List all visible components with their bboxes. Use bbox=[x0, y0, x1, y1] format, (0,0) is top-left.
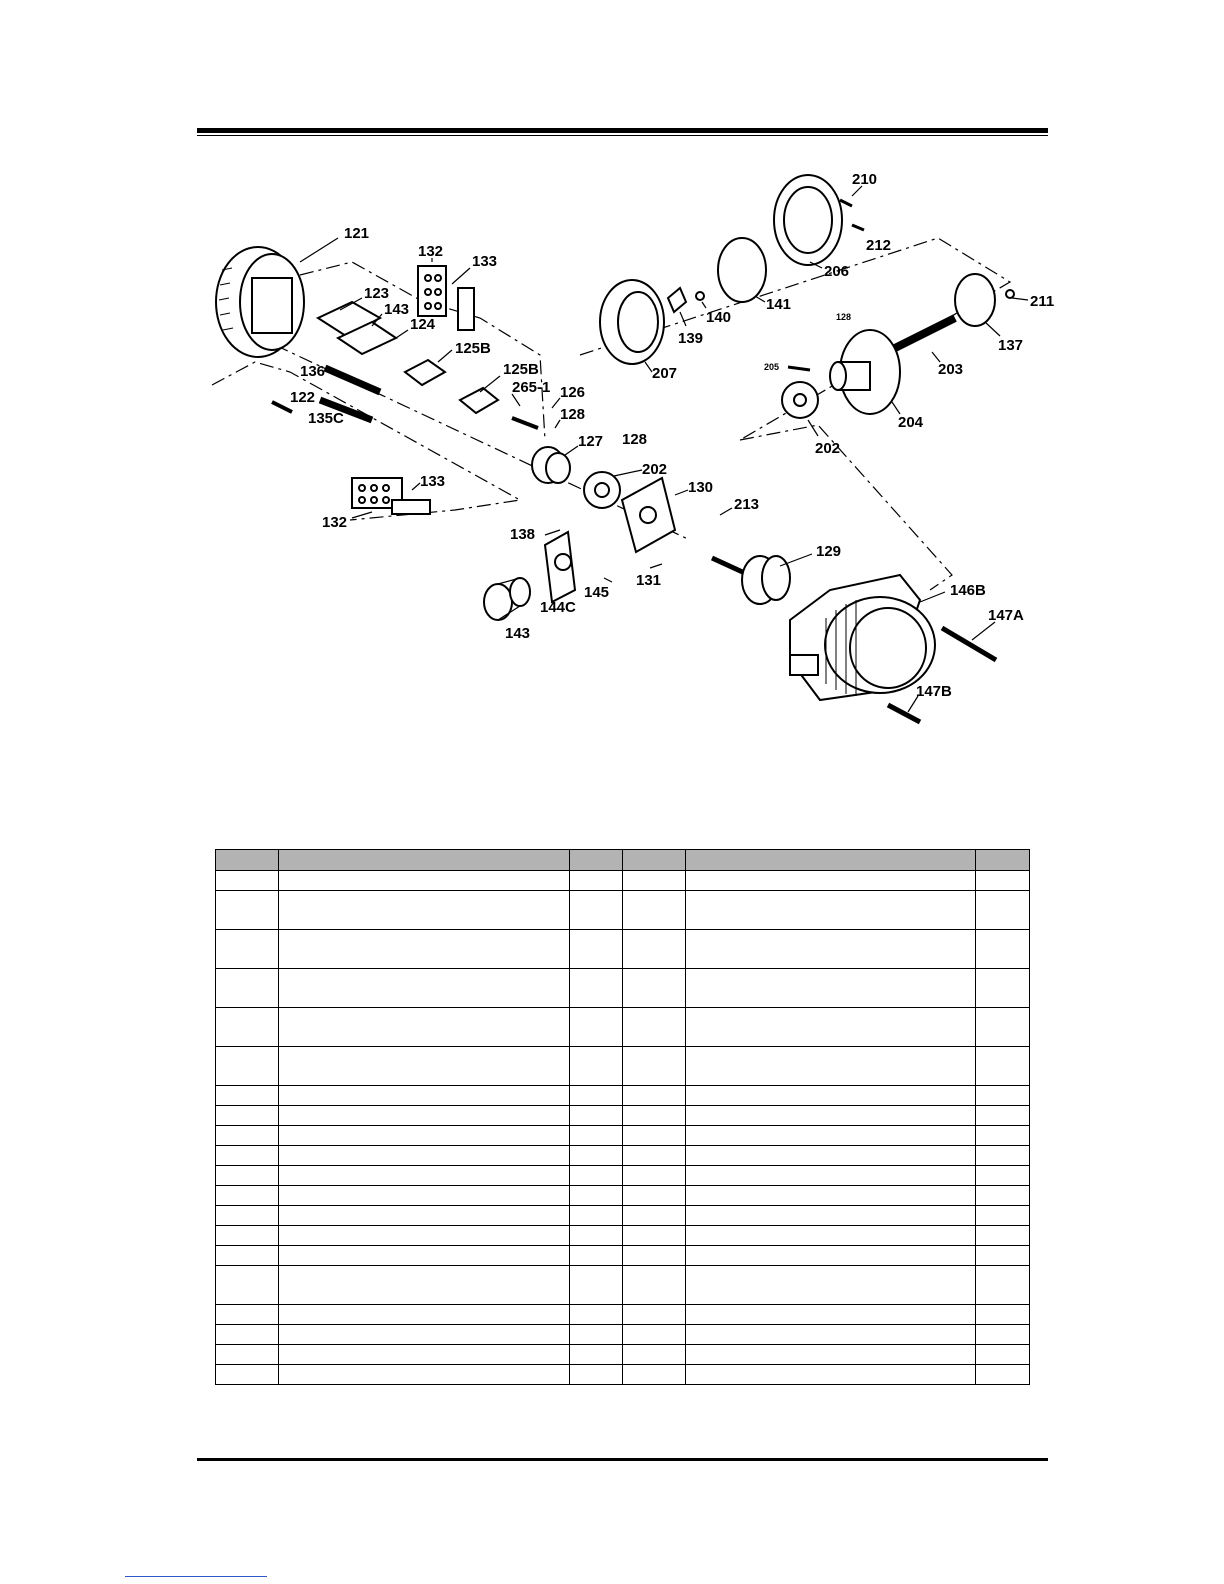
table-cell bbox=[570, 1266, 623, 1305]
table-body bbox=[216, 871, 1030, 1385]
callout-label: 146B bbox=[950, 582, 986, 599]
table-cell bbox=[623, 1146, 686, 1166]
table-cell bbox=[686, 1106, 976, 1126]
table-row bbox=[216, 1206, 1030, 1226]
callout-label: 133 bbox=[472, 253, 498, 270]
callout-label: 124 bbox=[410, 316, 436, 333]
callout-label: 211 bbox=[1030, 293, 1055, 310]
table-cell bbox=[570, 1345, 623, 1365]
table-row bbox=[216, 1086, 1030, 1106]
table-cell bbox=[976, 1126, 1030, 1146]
callout-label: 147B bbox=[916, 683, 952, 700]
part-202-gear-left bbox=[584, 472, 620, 508]
table-cell bbox=[686, 1047, 976, 1086]
callout-label: 147A bbox=[988, 607, 1024, 624]
table-row bbox=[216, 1186, 1030, 1206]
table-cell bbox=[570, 1126, 623, 1146]
callout-label: 122 bbox=[290, 389, 316, 406]
callout-label: 206 bbox=[824, 263, 850, 280]
table-cell bbox=[570, 1146, 623, 1166]
callout-label: 140 bbox=[706, 309, 732, 326]
callout-label: 212 bbox=[866, 237, 892, 254]
table-cell bbox=[623, 1186, 686, 1206]
table-cell bbox=[976, 1086, 1030, 1106]
table-cell bbox=[216, 1266, 279, 1305]
table-cell bbox=[976, 1186, 1030, 1206]
part-127-coupling bbox=[532, 447, 570, 483]
callout-label: 143 bbox=[505, 625, 531, 642]
table-cell bbox=[570, 1186, 623, 1206]
callout-label: 213 bbox=[734, 496, 760, 513]
table-cell bbox=[216, 1008, 279, 1047]
part-137-disc bbox=[955, 274, 995, 326]
callout-label: 125B bbox=[503, 361, 539, 378]
table-cell bbox=[279, 1126, 570, 1146]
table-cell bbox=[623, 1086, 686, 1106]
table-cell bbox=[686, 1008, 976, 1047]
callout-label: 144C bbox=[540, 599, 576, 616]
callout-label: 123 bbox=[364, 285, 390, 302]
table-cell bbox=[623, 1365, 686, 1385]
part-122-screw bbox=[272, 402, 292, 412]
table-row bbox=[216, 1146, 1030, 1166]
table-cell bbox=[686, 1365, 976, 1385]
table-cell bbox=[216, 1106, 279, 1126]
column-header bbox=[279, 850, 570, 871]
callout-label: 125B bbox=[455, 340, 491, 357]
table-cell bbox=[976, 1047, 1030, 1086]
table-cell bbox=[623, 1106, 686, 1126]
table-row bbox=[216, 1266, 1030, 1305]
part-139-clip bbox=[668, 288, 686, 312]
table-row bbox=[216, 930, 1030, 969]
table-cell bbox=[623, 891, 686, 930]
table-row bbox=[216, 1166, 1030, 1186]
table-cell bbox=[279, 1146, 570, 1166]
table-cell bbox=[976, 1106, 1030, 1126]
part-205-screw bbox=[788, 367, 810, 370]
callout-label: 202 bbox=[815, 440, 841, 457]
part-204-housing bbox=[830, 330, 900, 414]
table-row bbox=[216, 1047, 1030, 1086]
table-cell bbox=[570, 1206, 623, 1226]
table-cell bbox=[686, 1086, 976, 1106]
table-cell bbox=[976, 969, 1030, 1008]
table-cell bbox=[976, 1365, 1030, 1385]
table-cell bbox=[976, 930, 1030, 969]
part-140-screw bbox=[696, 292, 704, 300]
table-cell bbox=[686, 1146, 976, 1166]
callout-label: 137 bbox=[998, 337, 1024, 354]
table-cell bbox=[279, 1305, 570, 1325]
table-cell bbox=[216, 1345, 279, 1365]
footer-rule bbox=[197, 1458, 1048, 1461]
column-header bbox=[976, 850, 1030, 871]
table-cell bbox=[279, 1186, 570, 1206]
table-cell bbox=[686, 930, 976, 969]
table-cell bbox=[570, 1246, 623, 1266]
table-cell bbox=[976, 1206, 1030, 1226]
table-cell bbox=[279, 1325, 570, 1345]
callout-label: 132 bbox=[322, 514, 348, 531]
table-cell bbox=[976, 891, 1030, 930]
part-130-hole bbox=[640, 507, 656, 523]
table-cell bbox=[976, 1166, 1030, 1186]
table-cell bbox=[686, 1166, 976, 1186]
callout-label: 207 bbox=[652, 365, 678, 382]
callout-label: 128 bbox=[560, 406, 586, 423]
table-cell bbox=[686, 1266, 976, 1305]
part-125B-bracket-a bbox=[405, 360, 445, 385]
table-cell bbox=[279, 930, 570, 969]
part-133-plate-bottom bbox=[392, 500, 430, 514]
table-cell bbox=[976, 1146, 1030, 1166]
table-cell bbox=[623, 1008, 686, 1047]
table-cell bbox=[623, 1246, 686, 1266]
table-cell bbox=[570, 930, 623, 969]
table-cell bbox=[976, 1246, 1030, 1266]
table-cell bbox=[570, 1325, 623, 1345]
table-cell bbox=[623, 930, 686, 969]
table-cell bbox=[623, 969, 686, 1008]
table-cell bbox=[216, 1246, 279, 1266]
table-cell bbox=[570, 1008, 623, 1047]
table-cell bbox=[686, 1305, 976, 1325]
table-cell bbox=[279, 1086, 570, 1106]
part-212-screw bbox=[852, 225, 864, 230]
table-row bbox=[216, 1345, 1030, 1365]
table-cell bbox=[686, 891, 976, 930]
table-cell bbox=[570, 1166, 623, 1186]
table-cell bbox=[216, 1305, 279, 1325]
table-cell bbox=[216, 1126, 279, 1146]
part-136-bar bbox=[325, 368, 380, 392]
table-cell bbox=[570, 891, 623, 930]
table-cell bbox=[623, 1325, 686, 1345]
parts-table bbox=[215, 849, 1030, 1385]
table-cell bbox=[216, 1325, 279, 1345]
table-cell bbox=[623, 1305, 686, 1325]
table-cell bbox=[570, 1106, 623, 1126]
table-cell bbox=[216, 969, 279, 1008]
callout-label: 128 bbox=[622, 431, 648, 448]
callout-label: 143 bbox=[384, 301, 410, 318]
table-cell bbox=[279, 1246, 570, 1266]
table-cell bbox=[570, 1365, 623, 1385]
part-144C-hole bbox=[555, 554, 571, 570]
callout-label: 136 bbox=[300, 363, 326, 380]
table-cell bbox=[623, 1266, 686, 1305]
table-cell bbox=[623, 1206, 686, 1226]
callout-label: 130 bbox=[688, 479, 714, 496]
callout-label: 138 bbox=[510, 526, 536, 543]
table-cell bbox=[686, 1226, 976, 1246]
table-row bbox=[216, 1008, 1030, 1047]
table-row bbox=[216, 1365, 1030, 1385]
part-207-ring bbox=[600, 280, 664, 364]
table-cell bbox=[279, 1166, 570, 1186]
callout-label: 139 bbox=[678, 330, 704, 347]
table-cell bbox=[279, 891, 570, 930]
table-cell bbox=[216, 1047, 279, 1086]
table-row bbox=[216, 891, 1030, 930]
callout-label: 131 bbox=[636, 572, 662, 589]
table-cell bbox=[976, 1266, 1030, 1305]
table-cell bbox=[976, 1325, 1030, 1345]
table-cell bbox=[216, 1365, 279, 1385]
table-cell bbox=[279, 1345, 570, 1365]
table-cell bbox=[623, 871, 686, 891]
column-header bbox=[570, 850, 623, 871]
table-cell bbox=[570, 969, 623, 1008]
table-cell bbox=[976, 1226, 1030, 1246]
part-206-flange bbox=[774, 175, 842, 265]
table-cell bbox=[216, 1166, 279, 1186]
table-cell bbox=[216, 1226, 279, 1246]
table-row bbox=[216, 969, 1030, 1008]
callout-label: 202 bbox=[642, 461, 668, 478]
part-203-shaft bbox=[895, 318, 955, 348]
callout-label: 265-1 bbox=[512, 379, 551, 396]
table-cell bbox=[216, 930, 279, 969]
callout-label: 204 bbox=[898, 414, 924, 431]
table-cell bbox=[570, 1305, 623, 1325]
callout-label: 205 bbox=[764, 362, 780, 372]
callout-label: 121 bbox=[344, 225, 370, 242]
table-cell bbox=[686, 1325, 976, 1345]
table-cell bbox=[623, 1226, 686, 1246]
part-125B-bracket-b bbox=[460, 388, 498, 413]
table-row bbox=[216, 871, 1030, 891]
table-cell bbox=[279, 1226, 570, 1246]
table-row bbox=[216, 1126, 1030, 1146]
part-202-gear-right bbox=[782, 382, 818, 418]
table-cell bbox=[279, 969, 570, 1008]
part-126-pin bbox=[512, 418, 538, 428]
callout-label: 141 bbox=[766, 296, 792, 313]
table-cell bbox=[279, 1106, 570, 1126]
table-cell bbox=[976, 871, 1030, 891]
table-cell bbox=[279, 871, 570, 891]
table-cell bbox=[976, 1345, 1030, 1365]
table-cell bbox=[686, 871, 976, 891]
table-cell bbox=[570, 1086, 623, 1106]
table-cell bbox=[279, 1365, 570, 1385]
part-132-top bbox=[418, 266, 446, 316]
table-cell bbox=[279, 1266, 570, 1305]
table-cell bbox=[623, 1345, 686, 1365]
table-row bbox=[216, 1106, 1030, 1126]
part-143-bearing bbox=[484, 578, 530, 620]
table-cell bbox=[216, 871, 279, 891]
table-cell bbox=[279, 1008, 570, 1047]
exploded-parts-diagram bbox=[0, 0, 1224, 780]
part-121-cover bbox=[216, 247, 304, 357]
table-cell bbox=[216, 1186, 279, 1206]
table-cell bbox=[976, 1305, 1030, 1325]
callout-label: 127 bbox=[578, 433, 604, 450]
part-210-screw bbox=[840, 200, 852, 206]
table-header-row bbox=[216, 850, 1030, 871]
table-cell bbox=[686, 1126, 976, 1146]
part-147A-bolt bbox=[942, 628, 996, 660]
table-cell bbox=[570, 1226, 623, 1246]
callout-label: 210 bbox=[852, 171, 878, 188]
column-header bbox=[216, 850, 279, 871]
callout-label: 126 bbox=[560, 384, 586, 401]
table-cell bbox=[279, 1206, 570, 1226]
callout-label: 129 bbox=[816, 543, 842, 560]
callout-label: 145 bbox=[584, 584, 610, 601]
footer-link-underline bbox=[125, 1576, 267, 1577]
table-cell bbox=[216, 1206, 279, 1226]
callout-label: 128 bbox=[836, 312, 852, 322]
table-row bbox=[216, 1246, 1030, 1266]
part-129-pulley bbox=[742, 556, 790, 604]
column-header bbox=[686, 850, 976, 871]
table-cell bbox=[279, 1047, 570, 1086]
part-146B-motor bbox=[790, 575, 935, 700]
table-cell bbox=[686, 969, 976, 1008]
table-cell bbox=[976, 1008, 1030, 1047]
table-cell bbox=[686, 1345, 976, 1365]
table-cell bbox=[570, 1047, 623, 1086]
table-cell bbox=[686, 1206, 976, 1226]
table-cell bbox=[216, 891, 279, 930]
callout-label: 132 bbox=[418, 243, 444, 260]
table-cell bbox=[686, 1246, 976, 1266]
callout-label: 135C bbox=[308, 410, 344, 427]
callout-label: 133 bbox=[420, 473, 446, 490]
table-cell bbox=[623, 1166, 686, 1186]
part-141-glass bbox=[718, 238, 766, 302]
callout-label: 203 bbox=[938, 361, 964, 378]
part-147B-bolt bbox=[888, 705, 920, 722]
table-cell bbox=[623, 1047, 686, 1086]
table-cell bbox=[216, 1086, 279, 1106]
table-cell bbox=[570, 871, 623, 891]
table-row bbox=[216, 1325, 1030, 1345]
part-133-plate-top bbox=[458, 288, 474, 330]
table-cell bbox=[686, 1186, 976, 1206]
table-row bbox=[216, 1226, 1030, 1246]
part-211-screw bbox=[1006, 290, 1014, 298]
table-cell bbox=[216, 1146, 279, 1166]
table-row bbox=[216, 1305, 1030, 1325]
column-header bbox=[623, 850, 686, 871]
table-cell bbox=[623, 1126, 686, 1146]
